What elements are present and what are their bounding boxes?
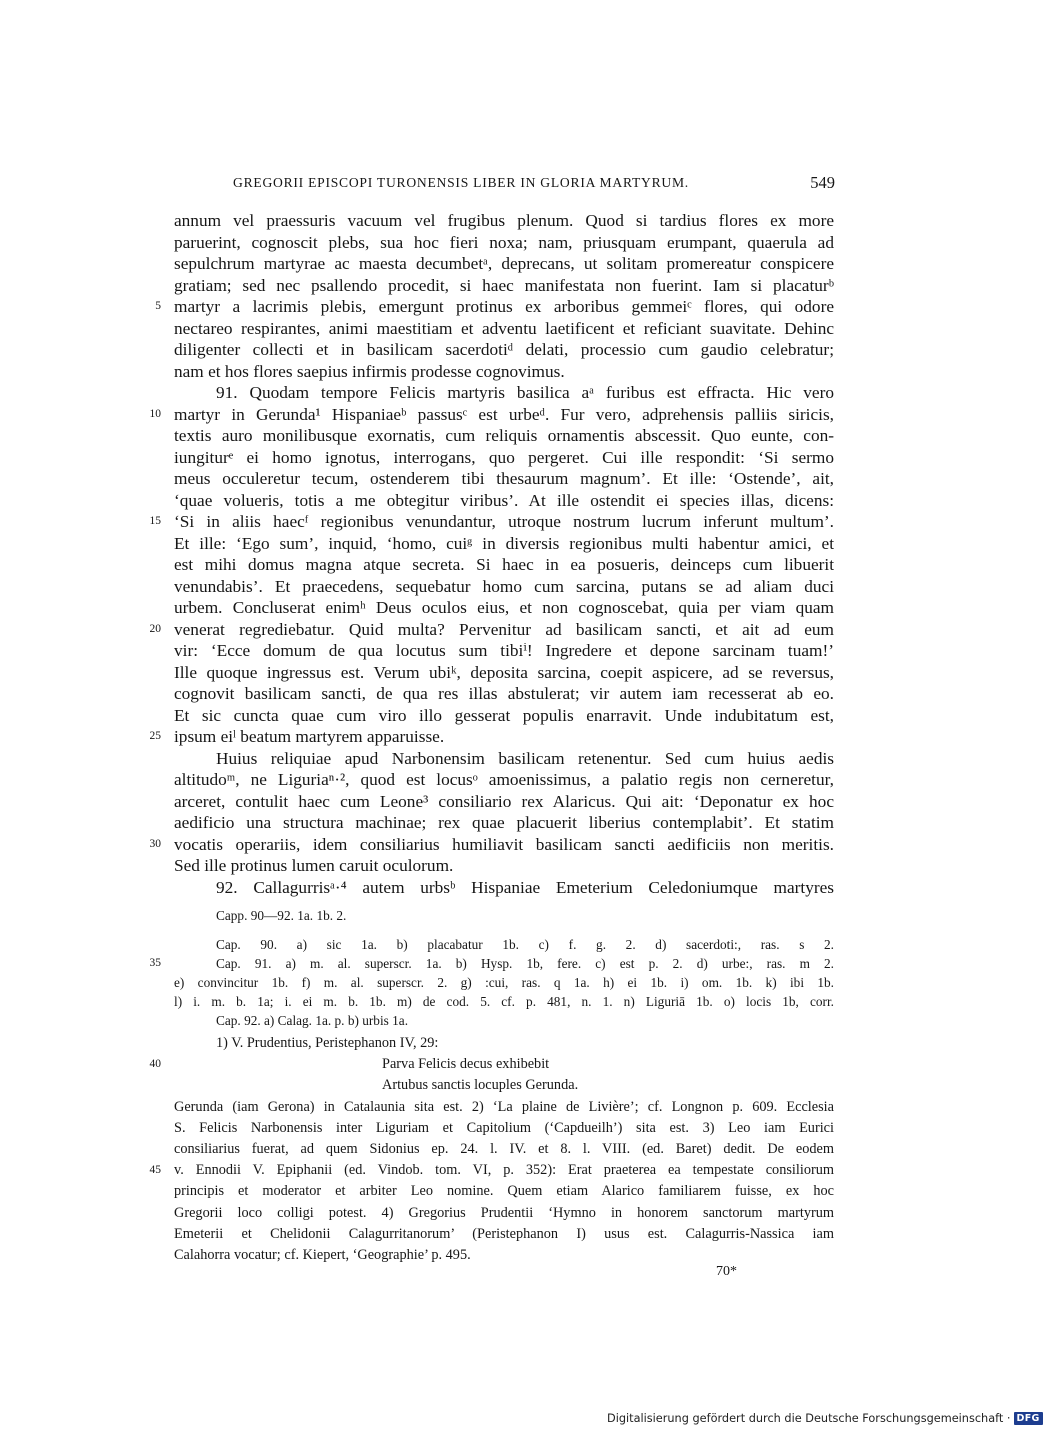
text-line — [174, 705, 834, 727]
line-text: meus occuleretur tecum, ostenderem tibi thesaurum magnum’. Et ille: ‘Ostende’, ait, — [174, 469, 834, 488]
text-line — [149, 511, 834, 533]
line-number: 10 — [149, 407, 161, 420]
footnote-line — [174, 1118, 834, 1139]
text-line — [174, 683, 834, 705]
line-text: Huius reliquiae apud Narbonensim basilicam retenentur. Sed cum huius aedis — [216, 748, 834, 768]
line-text: Cap. 92. a) Calag. 1a. p. b) urbis 1a. — [216, 1013, 409, 1028]
line-text: Emeterii et Chelidonii Calagurritanorum’ (Peristephanon I) usus est. Calagurris-Nassica iam — [174, 1225, 834, 1242]
text-line — [174, 791, 834, 813]
line-text: ipsum eiˡ beatum martyrem apparuisse. — [174, 727, 445, 746]
line-text: cognovit basilicam sancti, de qua res illas abstulerat; vir autem iam recesserat ab eo. — [174, 684, 834, 703]
line-number: 15 — [149, 515, 161, 527]
text-line — [174, 597, 834, 619]
apparatus-line — [149, 954, 834, 973]
line-text: Ille quoque ingressus est. Verum ubiᵏ, deposita sarcina, coepit aspicere, ad se reversus, — [174, 662, 834, 682]
line-text: l) i. m. b. 1a; i. ei m. b. 1b. m) de cod. 5. cf. p. 481, n. 1. n) Liguriā 1b. o) locis 1b, corr. — [174, 994, 834, 1009]
line-text: sepulchrum martyrae ac maesta decumbetᵃ, deprecans, ut solitam promereatur conspicere — [174, 254, 834, 273]
text-line — [174, 640, 834, 662]
line-text: textis auro monilibusque exornatis, cum reliquis ornamentis abscessit. Quo eunte, con- — [174, 426, 834, 445]
footnote-line — [149, 1054, 834, 1075]
line-text: est mihi domus magna atque secreta. Si haec in ea posueris, deinceps cum libuerit — [174, 555, 834, 574]
line-text: e) convincitur 1b. f) m. al. superscr. 2. g) :cui, ras. q 1a. h) ei 1b. i) om. 1b. k) ibi 1b. — [174, 975, 834, 990]
line-text: martyr in Gerunda¹ Hispaniaeᵇ passusᶜ est urbeᵈ. Fur vero, adprehensis palliis siricis, — [174, 404, 834, 424]
footnote-line — [174, 1097, 834, 1118]
line-text: vocatis operariis, idem consiliarius humiliavit basilicam sancti aedificiis non meritis. — [174, 834, 834, 854]
text-line — [174, 253, 834, 275]
line-text: Calahorra vocatur; cf. Kiepert, ‘Geographie’ p. 495. — [174, 1246, 471, 1263]
line-number: 20 — [149, 622, 161, 635]
apparatus-line — [174, 935, 834, 954]
line-text: gratiam; sed nec psallendo procedit, si haec manifestata non fuerint. Iam si placaturᵇ — [174, 275, 834, 295]
text-line — [149, 619, 834, 641]
line-text: Parva Felicis decus exhibebit — [382, 1056, 550, 1073]
running-header-title: GREGORII EPISCOPI TURONENSIS LIBER IN GLORIA MARTYRUM. — [233, 175, 689, 190]
running-header — [233, 175, 835, 197]
text-line — [174, 533, 834, 555]
line-text: iungiturᵉ ei homo ignotus, interrogans, quo pergeret. Cui ille respondit: ‘Si sermo — [174, 447, 834, 467]
text-line — [174, 769, 834, 791]
line-text: paruerint, cognoscit plebs, sua hoc fieri noxa; nam, priusquam erumpant, quaerula ad — [174, 232, 834, 252]
text-line — [174, 425, 834, 447]
critical-apparatus — [149, 906, 834, 1030]
line-text: v. Ennodii V. Epiphanii (ed. Vindob. tom. VI, p. 352): Erat praeterea ea tempestate consiliorum — [174, 1162, 834, 1179]
line-text: Gregorii loco colligi potest. 4) Gregorius Prudentii ‘Hymno in honorem sanctorum martyrum — [174, 1204, 834, 1221]
text-line — [155, 296, 834, 318]
line-text: Et ille: ‘Ego sum’, inquid, ‘homo, cuiᵍ in diversis regionibus multi habentur amici, et — [174, 533, 834, 553]
line-text: Et sic cuncta quae cum viro illo gesserat populis enarravit. Unde indubitatum est, — [174, 705, 834, 725]
footnote-line — [174, 1139, 834, 1160]
text-line — [174, 361, 834, 383]
footnote-line — [174, 1075, 834, 1096]
footnotes — [149, 1033, 834, 1266]
line-text: venundabis’. Et praecedens, sequebatur homo cum sarcina, putans se ad aliam duci — [174, 576, 834, 596]
line-text: urbem. Concluserat enimʰ Deus oculos eius, et non cognoscebat, quia per viam quam — [174, 598, 834, 617]
digitization-credit — [607, 1412, 1043, 1425]
apparatus-line — [174, 973, 834, 992]
text-line — [174, 855, 834, 877]
line-text: altitudoᵐ, ne Liguriaⁿ·², quod est locusᵒ amoenissimus, a palatio regis non cerneretur, — [174, 770, 834, 789]
line-text: aedificio una structura machinae; rex quae placuerit liberius contemplabit’. Et statim — [174, 813, 834, 832]
text-line — [174, 812, 834, 834]
dfg-logo: DFG — [1014, 1412, 1043, 1425]
text-line — [174, 748, 834, 770]
signature-mark: 70* — [716, 1264, 737, 1279]
line-text: 92. Callagurrisᵃ·⁴ autem urbsᵇ Hispaniae Emeterium Celedoniumque martyres — [216, 877, 834, 897]
line-text: 1) V. Prudentius, Peristephanon IV, 29: — [216, 1035, 439, 1051]
line-text: ‘quae volueris, totis a me obtegitur viribus’. At ille ostendit ei species illas, dicens: — [174, 490, 834, 510]
text-line — [174, 318, 834, 340]
text-line — [174, 232, 834, 254]
text-line — [174, 275, 834, 297]
text-line — [174, 877, 834, 899]
footnote-line — [174, 1181, 834, 1202]
line-text: annum vel praessuris vacuum vel frugibus plenum. Quod si tardius flores ex more — [174, 211, 834, 230]
line-number: 25 — [149, 730, 161, 742]
line-text: principis et moderator et arbiter Leo nomine. Quem etiam Alarico familiarem fuisse, ex hoc — [174, 1183, 834, 1200]
footnote-line — [174, 1033, 834, 1054]
footnote-line — [174, 1203, 834, 1224]
line-text: Sed ille protinus lumen caruit oculorum. — [174, 856, 454, 875]
text-line — [149, 834, 834, 856]
line-text: consiliarius fuerat, ad quem Sidonius ep. 24. l. IV. et 8. l. VIII. (ed. Baret) dedit. De eodem — [174, 1140, 834, 1157]
text-line — [174, 490, 834, 512]
line-text: nectareo respirantes, animi maestitiam et adventu laetificent et reficiant suavitate. Dehinc — [174, 318, 834, 338]
text-line — [174, 210, 834, 232]
main-text — [149, 210, 834, 898]
line-text: diligenter collecti et in basilicam sacerdotiᵈ delati, processio cum gaudio celebratur; — [174, 340, 834, 359]
line-number: 40 — [149, 1058, 161, 1071]
line-text: S. Felicis Narbonensis inter Liguriam et Capitolium (‘Capdueilh’) sita est. 3) Leo iam Eurici — [174, 1119, 834, 1136]
text-line — [174, 662, 834, 684]
line-text: Cap. 90. a) sic 1a. b) placabatur 1b. c) f. g. 2. d) sacerdoti:, ras. s 2. — [216, 937, 834, 952]
text-line — [174, 339, 834, 361]
line-text: Cap. 91. a) m. al. superscr. 1a. b) Hysp. 1b, fere. c) est p. 2. d) urbe:, ras. m 2. — [216, 956, 834, 971]
line-text: Artubus sanctis locuples Gerunda. — [382, 1077, 579, 1094]
text-line — [174, 382, 834, 404]
line-text: vir: ‘Ecce domum de qua locutus sum tibiⁱ! Ingredere et depone sarcinam tuam!’ — [174, 641, 834, 660]
text-line — [174, 576, 834, 598]
apparatus-lines — [149, 935, 834, 1030]
text-line — [149, 404, 834, 426]
text-line — [174, 447, 834, 469]
apparatus-line — [174, 1011, 834, 1030]
footnote-line — [174, 1245, 834, 1266]
text-line — [174, 554, 834, 576]
credit-text: Digitalisierung gefördert durch die Deutsche Forschungsgemeinschaft · — [607, 1412, 1011, 1425]
line-text: 91. Quodam tempore Felicis martyris basilica aᵃ furibus est effracta. Hic vero — [216, 383, 834, 402]
footnote-line — [174, 1224, 834, 1245]
line-number: 45 — [149, 1164, 161, 1177]
apparatus-line — [174, 992, 834, 1011]
line-number: 35 — [149, 957, 161, 969]
footnote-line — [149, 1160, 834, 1181]
apparatus-heading-text: Capp. 90—92. 1a. 1b. 2. — [216, 908, 347, 923]
line-text: Gerunda (iam Gerona) in Catalaunia sita est. 2) ‘La plaine de Livière’; cf. Longnon p. 609. Ecclesia — [174, 1098, 834, 1115]
line-text: arceret, contulit haec cum Leone³ consiliario rex Alaricus. Qui ait: ‘Deponatur ex hoc — [174, 791, 834, 811]
line-number: 30 — [149, 837, 161, 850]
apparatus-heading — [174, 906, 834, 925]
line-text: martyr a lacrimis plebis, emergunt protinus ex arboribus gemmeiᶜ flores, qui odore — [174, 297, 834, 316]
text-line — [149, 726, 834, 748]
line-text: venerat regrediebatur. Quid multa? Pervenitur ad basilicam sancti, et ait ad eum — [174, 619, 834, 639]
line-text: ‘Si in aliis haecᶠ regionibus venundantur, utroque nostrum lucrum inferunt multum’. — [174, 512, 834, 531]
text-line — [174, 468, 834, 490]
page-number: 549 — [810, 173, 835, 192]
line-number: 5 — [155, 300, 161, 312]
line-text: nam et hos flores saepius infirmis prodesse cognovimus. — [174, 361, 565, 381]
